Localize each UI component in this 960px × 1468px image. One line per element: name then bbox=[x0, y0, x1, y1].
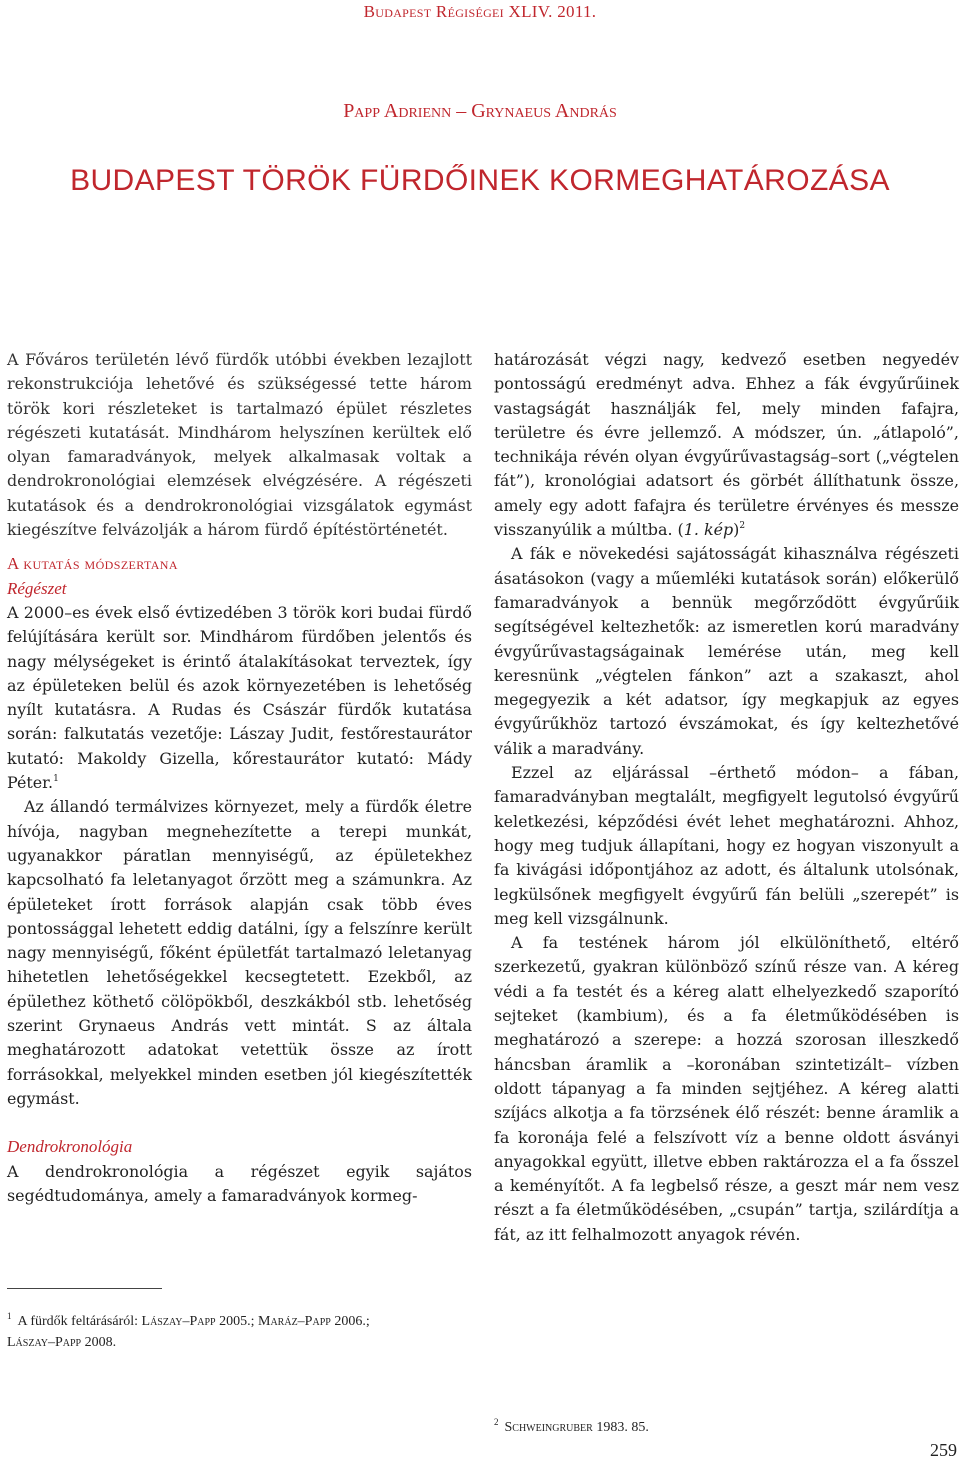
abstract-paragraph: A Főváros területén lévő fürdők utóbbi években lezajlott rekonstrukciója lehetővé és szükségessé tette három török kori részleteket is tartalmazó épület részletes régészeti kutatását. Mindhárom helyszínen kerültek elő olyan famaradványok, melyek alkalmasak voltak a dendrokronológiai elemzések elvégzésére. A régészeti kutatások és a dendrokronológiai vizsgálatok egymást kiegészítve felvázolják a három fürdő építéstörténetét. bbox=[7, 350, 472, 540]
body-text: határozását végzi nagy, kedvező esetben negyedév pontosságú eredményt adva. Ehhez a fák évgyűrűinek vastagságát használják fel, mely minden fafajra, területre és évre jellemző. A módszer, ún. „átlapoló”, technikája révén olyan évgyűrűvastagság–sort („végtelen fát”), kronológiai adatsort és görbét állíthatunk össze, amely egy adott fafajra és területre érvényes és messze visszanyúlik a múltba. ( bbox=[494, 350, 959, 540]
article-title: BUDAPEST TÖRÖK FÜRDŐINEK KORMEGHATÁROZÁSA bbox=[70, 164, 890, 197]
body-paragraph: A fák e növekedési sajátosságát kihasználva régészeti ásatásokon (vagy a műemléki kutatások során) előkerülő famaradványok a bennük megőrződött évgyűrűik segítségével keltezhetők: az ismeretlen korú maradvány évgyűrűvastagságainak lemérése után, meg kell keresnünk „végtelen fánkon” azt a szakaszt, ahol megegyezik a két adatsor, így megkapjuk az egyes évgyűrűkhöz tartozó évszámokat, és így keltezhetővé válik a maradvány. bbox=[494, 544, 959, 758]
subheading-archaeology: Régészet bbox=[7, 578, 67, 598]
footnote-2 bbox=[494, 1412, 954, 1438]
body-paragraph: Ezzel az eljárással –érthető módon– a fában, famaradványban megtalált, megfigyelt legutolsó évgyűrű keletkezési, képződési évét lehet meghatározni. Ahhoz, hogy meg tudjuk állapítani, hogy ez hogyan viszonyult a fa kivágási időpontjához az adott, és általunk utolsónak, legkülsőnek megfigyelt évgyűrű fán belüli „szerepét” is meg kell vizsgálnunk. bbox=[494, 763, 959, 928]
footnote-text: 2008. bbox=[81, 1335, 117, 1350]
body-paragraph: A dendrokronológia a régészet egyik sajátos segédtudománya, amely a famaradványok kormeg- bbox=[7, 1161, 472, 1205]
footnote-text: 1983. 85. bbox=[592, 1420, 649, 1435]
body-paragraph bbox=[494, 348, 959, 542]
running-header: Budapest Régiségei XLIV. 2011. bbox=[363, 2, 597, 21]
footnote-number: 2 bbox=[494, 1417, 499, 1427]
citation-author: Lászay–Papp bbox=[141, 1314, 216, 1329]
footnote-text: 2005.; bbox=[215, 1314, 259, 1329]
footnote-divider bbox=[7, 1288, 162, 1289]
body-text: A 2000–es évek első évtizedében 3 török kori budai fürdő felújítására került sor. Mindhárom fürdőben jelentős és nagy mélységeket is érintő átalakításokat terveztek, így az épületeken belül és azok környezetében is lehetőség nyílt kutatásra. A Rudas és Császár fürdők kutatása során: falkutatás vezetője: Lászay Judit, festőrestaurátor kutató: Makoldy Gizella, kőrestaurátor kutató: Mády Péter. bbox=[7, 602, 472, 793]
left-column bbox=[7, 348, 472, 1208]
article-authors: Papp Adrienn – Grynaeus András bbox=[343, 100, 617, 122]
footnote-number: 1 bbox=[7, 1311, 12, 1321]
body-text: ) bbox=[733, 520, 740, 540]
footnote-reference-1: 1 bbox=[53, 774, 59, 785]
subheading-dendrochronology: Dendrokronológia bbox=[7, 1137, 133, 1157]
footnote-text: A fürdők feltárásáról: bbox=[17, 1314, 142, 1329]
footnote-text: 2006.; bbox=[330, 1314, 370, 1329]
body-paragraph bbox=[7, 601, 472, 795]
right-column bbox=[494, 348, 959, 1247]
section-heading-methodology: A kutatás módszertana bbox=[7, 554, 178, 574]
figure-reference: 1. kép bbox=[683, 520, 734, 540]
page-number: 259 bbox=[930, 1440, 957, 1460]
citation-author: Maráz–Papp bbox=[258, 1314, 331, 1329]
citation-author: Schweingruber bbox=[504, 1420, 593, 1435]
body-paragraph: Az állandó termálvizes környezet, mely a fürdők életre hívója, nagyban megnehezítette a terepi munkát, ugyanakkor páratlan mennyiségű, az épületekhez kapcsolható fa leletanyagot őrzött meg a számunkra. Az épületeket írott források alapján csak több éves pontossággal lehetett eddig datálni, így a felszínre került nagy mennyiségű, főként épületfát tartalmazó leletanyag hihetetlen lehetőségekkel kecsegtetett. Ezekből, az épülethez köthető cölöpökből, deszkákból stb. lehetőség szerint Grynaeus András vett mintát. S az általa meghatározott adatokat vetettük össze az írott forrásokkal, melyekkel minden esetben jól kiegészítették egymást. bbox=[7, 797, 472, 1108]
footnote-reference-2: 2 bbox=[739, 521, 746, 532]
body-paragraph: A fa testének három jól elkülöníthető, eltérő szerkezetű, gyakran különböző színű része van. A kéreg védi a fa testét és a kéreg alatt elhelyezkedő szaporító sejteket (kambium), és a fa életműködésében is meghatározó a szerepe: a hozzá szorosan illeszkedő háncsban áramlik a –koronában szintetizált– vízben oldott tápanyag a fa minden sejtjéhez. A kéreg alatti szíjács alkotja a fa törzsének élő részét: benne áramlik a fa koronája felé a felszívott víz a benne oldott ásványi anyagokkal együtt, illetve ebben raktározza el a fa ősszel a keményítőt. A fa legbelső része, a geszt már nem vesz részt a fa életműködésében, „csupán” tartja, szilárdítja a fát, az itt felhalmozott anyagok révén. bbox=[494, 933, 959, 1244]
citation-author: Lászay–Papp bbox=[7, 1335, 82, 1350]
footnote-1 bbox=[7, 1306, 477, 1353]
